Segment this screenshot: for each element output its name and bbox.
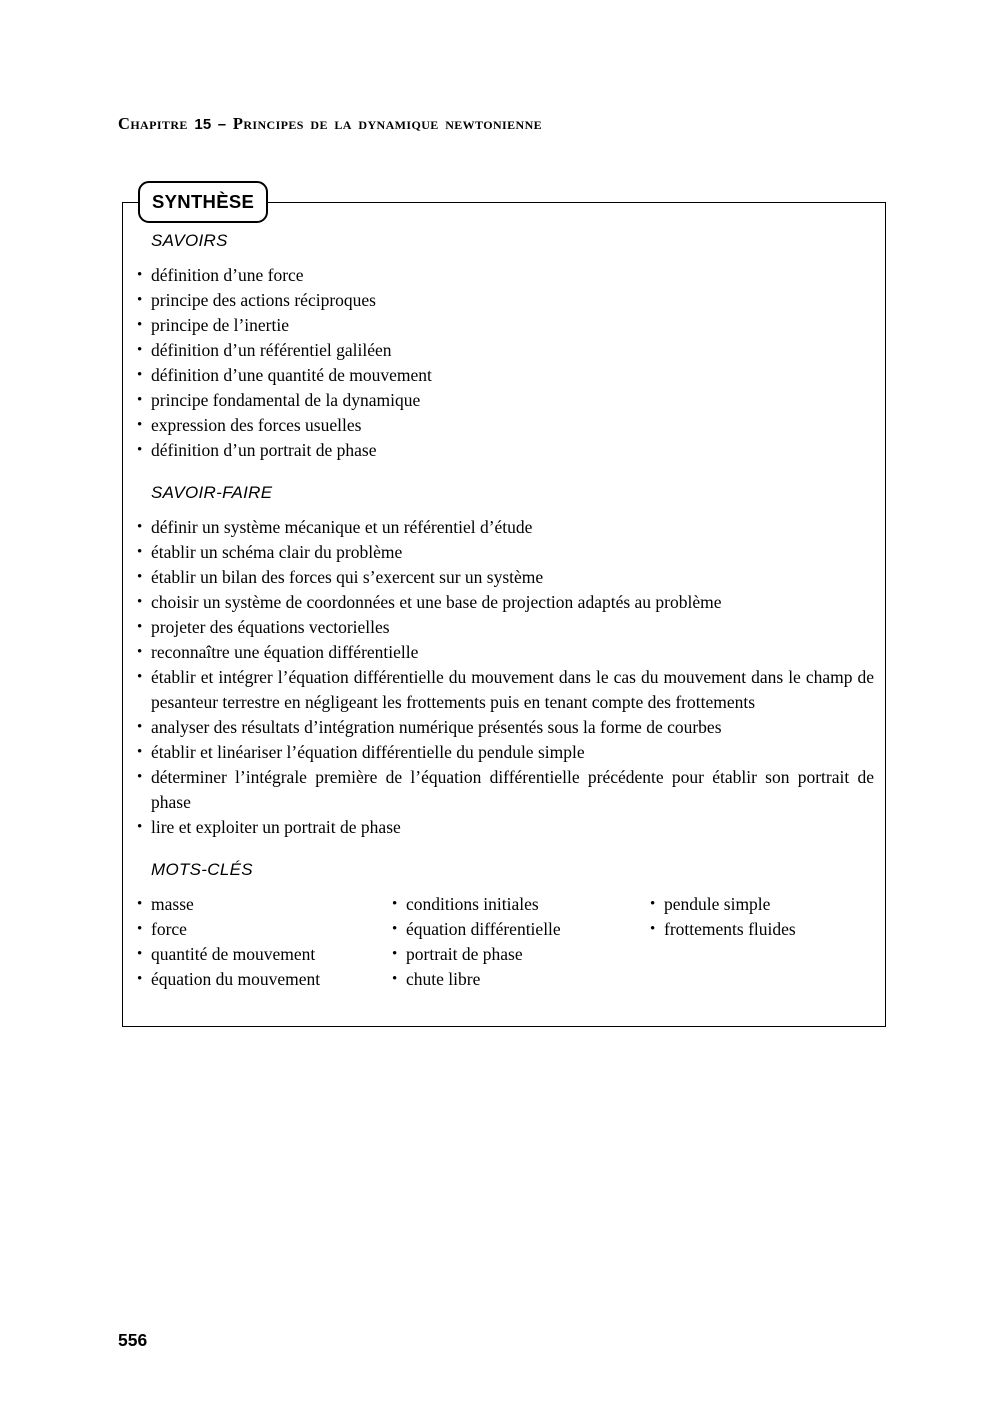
list-item: • choisir un système de coordonnées et une base de projection adaptés au problème	[136, 590, 874, 615]
list-item: • établir et linéariser l’équation différentielle du pendule simple	[136, 740, 874, 765]
list-item: • conditions initiales	[391, 892, 649, 917]
list-item: • chute libre	[391, 967, 649, 992]
section-heading-savoir-faire: SAVOIR-FAIRE	[151, 483, 273, 502]
savoir-faire-list	[136, 515, 874, 840]
list-item: • définition d’un référentiel galiléen	[136, 338, 874, 363]
keywords-columns	[136, 892, 874, 992]
list-item: • définition d’une force	[136, 263, 874, 288]
list-item: • lire et exploiter un portrait de phase	[136, 815, 874, 840]
list-item: • établir un schéma clair du problème	[136, 540, 874, 565]
section-heading-mots-cles: MOTS-CLÉS	[151, 860, 253, 879]
section-mots-cles	[136, 860, 874, 992]
list-item: • établir et intégrer l’équation différentielle du mouvement dans le cas du mouvement dans le champ de pesanteur terrestre en négligeant les frottements puis en tenant compte des frottements	[136, 665, 874, 715]
list-item: • analyser des résultats d’intégration numérique présentés sous la forme de courbes	[136, 715, 874, 740]
list-item: • définir un système mécanique et un référentiel d’étude	[136, 515, 874, 540]
keywords-column-2	[391, 892, 649, 992]
list-item: • équation différentielle	[391, 917, 649, 942]
list-item: • équation du mouvement	[136, 967, 391, 992]
synthese-tab-label: SYNTHÈSE	[152, 191, 255, 212]
page-number: 556	[118, 1330, 148, 1350]
keywords-column-3	[649, 892, 874, 992]
list-item: • force	[136, 917, 391, 942]
list-item: • principe fondamental de la dynamique	[136, 388, 874, 413]
list-item: • frottements fluides	[649, 917, 874, 942]
chapter-header	[118, 114, 542, 134]
list-item: • principe de l’inertie	[136, 313, 874, 338]
list-item: • quantité de mouvement	[136, 942, 391, 967]
list-item: • définition d’une quantité de mouvement	[136, 363, 874, 388]
list-item: • reconnaître une équation différentielle	[136, 640, 874, 665]
keywords-column-1	[136, 892, 391, 992]
list-item: • principe des actions réciproques	[136, 288, 874, 313]
section-savoir-faire	[136, 483, 874, 840]
chapter-number: 15 –	[194, 116, 227, 133]
section-heading-savoirs: SAVOIRS	[151, 231, 228, 250]
list-item: • définition d’un portrait de phase	[136, 438, 874, 463]
synthese-content	[123, 203, 885, 1026]
list-item: • déterminer l’intégrale première de l’équation différentielle précédente pour établir son portrait de phase	[136, 765, 874, 815]
chapter-label: Chapitre	[118, 114, 188, 133]
synthese-box	[122, 202, 886, 1027]
list-item: • projeter des équations vectorielles	[136, 615, 874, 640]
section-savoirs	[136, 231, 874, 463]
list-item: • expression des forces usuelles	[136, 413, 874, 438]
synthese-tab	[138, 181, 268, 223]
chapter-title: Principes de la dynamique newtonienne	[232, 114, 543, 133]
list-item: • portrait de phase	[391, 942, 649, 967]
list-item: • pendule simple	[649, 892, 874, 917]
list-item: • masse	[136, 892, 391, 917]
list-item: • établir un bilan des forces qui s’exercent sur un système	[136, 565, 874, 590]
savoirs-list	[136, 263, 874, 463]
